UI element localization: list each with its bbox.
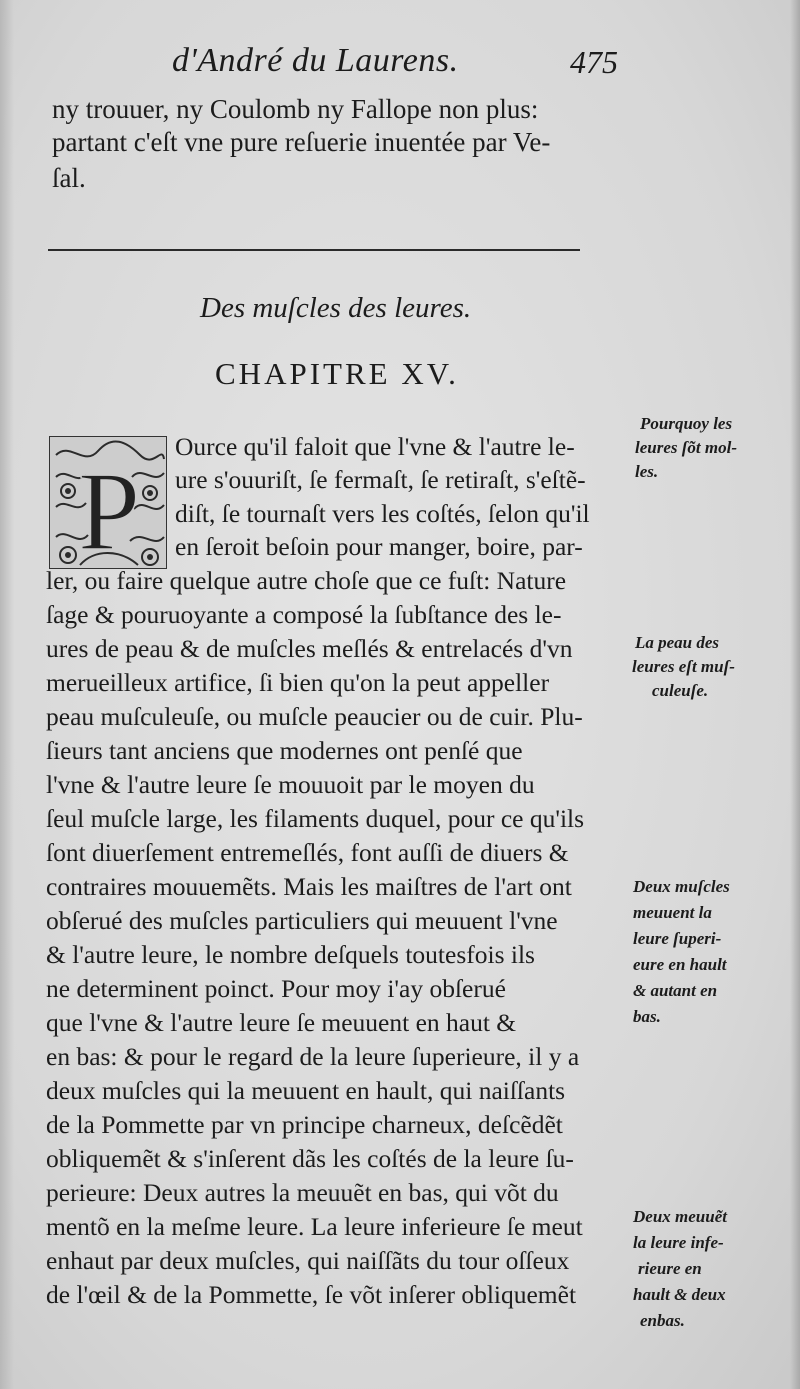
margin-note-line: culeuſe. — [652, 681, 709, 700]
body-text-line: diſt, ſe tournaſt vers les coſtés, ſelon qu'il — [175, 499, 590, 528]
body-text-line: ne determinent poinct. Pour moy i'ay obſerué — [46, 974, 506, 1003]
margin-note-line: Deux muſcles — [633, 877, 730, 896]
body-text-line: ſieurs tant anciens que modernes ont penſé que — [46, 736, 523, 765]
margin-note-line: rieure en — [638, 1259, 702, 1278]
body-text-line: ures de peau & de muſcles meſlés & entrelacés d'vn — [46, 634, 573, 663]
margin-note-line: leures eſt muſ- — [632, 657, 735, 676]
chapter-title: CHAPITRE XV. — [215, 356, 459, 391]
page-number: 475 — [570, 44, 618, 80]
body-text-line: de la Pommette par vn principe charneux, deſcẽdẽt — [46, 1110, 563, 1139]
body-text-line: de l'œil & de la Pommette, ſe võt inſerer obliquemẽt — [46, 1280, 577, 1309]
margin-note-line: meuuent la — [633, 903, 712, 922]
margin-note-line: & autant en — [633, 981, 718, 1000]
margin-note-line: la leure infe- — [633, 1233, 724, 1252]
margin-note-line: les. — [635, 462, 659, 481]
drop-initial-letter: P — [77, 450, 141, 569]
body-text-line: obſerué des muſcles particuliers qui meuuent l'vne — [46, 906, 558, 935]
body-text-line: en ſeroit beſoin pour manger, boire, par- — [175, 532, 583, 561]
body-text-line: deux muſcles qui la meuuent en hault, qui naiſſants — [46, 1076, 566, 1105]
body-text-line: obliquemẽt & s'inſerent dãs les coſtés de la leure ſu- — [46, 1144, 574, 1173]
body-text-line: merueilleux artifice, ſi bien qu'on la peut appeller — [46, 668, 550, 697]
page-edge-shadow-left — [0, 0, 14, 1389]
margin-note-line: Pourquoy les — [640, 414, 733, 433]
margin-note-line: La peau des — [635, 633, 720, 652]
body-text-line: Ource qu'il faloit que l'vne & l'autre le- — [175, 432, 575, 461]
body-text-line: mentõ en la meſme leure. La leure inferieure ſe meut — [46, 1212, 583, 1241]
margin-note-line: enbas. — [640, 1311, 685, 1330]
chapter-subtitle: Des muſcles des leures. — [200, 292, 472, 324]
body-text-line: ſage & pouruoyante a composé la ſubſtance des le- — [46, 600, 562, 629]
continuation-line: ſal. — [52, 163, 86, 193]
margin-note-line: Deux meuuẽt — [633, 1207, 727, 1226]
floral-ornament-icon — [50, 437, 167, 569]
continuation-line: partant c'eſt vne pure reſuerie inuentée par Ve- — [52, 127, 551, 157]
running-title: d'André du Laurens. — [172, 42, 459, 79]
body-text-line: en bas: & pour le regard de la leure ſuperieure, il y a — [46, 1042, 580, 1071]
body-text-line: peau muſculeuſe, ou muſcle peaucier ou de cuir. Plu- — [46, 702, 583, 731]
section-divider-rule — [48, 249, 580, 251]
margin-note-line: leures ſõt mol- — [635, 438, 737, 457]
margin-note-line: hault & deux — [633, 1285, 726, 1304]
body-text-line: ler, ou faire quelque autre choſe que ce fuſt: Nature — [46, 566, 567, 595]
body-text-line: & l'autre leure, le nombre deſquels toutesfois ils — [46, 940, 535, 969]
body-text-line: ſont diuerſement entremeſlés, font auſſi de diuers & — [46, 838, 569, 867]
continuation-line: ny trouuer, ny Coulomb ny Fallope non plus: — [52, 94, 539, 124]
decorated-initial — [49, 436, 167, 569]
body-text-line: contraires mouuemẽts. Mais les maiſtres de l'art ont — [46, 872, 572, 901]
body-text-line: perieure: Deux autres la meuuẽt en bas, qui võt du — [46, 1178, 559, 1207]
body-text-line: ure s'ouuriſt, ſe fermaſt, ſe retiraſt, s'eſtẽ- — [175, 465, 586, 494]
body-text-line: ſeul muſcle large, les filaments duquel, pour ce qu'ils — [46, 804, 585, 833]
body-text-line: que l'vne & l'autre leure ſe meuuent en haut & — [46, 1008, 517, 1037]
body-text-line: l'vne & l'autre leure ſe mouuoit par le moyen du — [46, 770, 535, 799]
margin-note-line: bas. — [633, 1007, 661, 1026]
body-text-line: enhaut par deux muſcles, qui naiſſãts du tour oſſeux — [46, 1246, 570, 1275]
margin-note-line: eure en hault — [633, 955, 727, 974]
margin-note-line: leure ſuperi- — [633, 929, 722, 948]
page-edge-shadow-right — [790, 0, 800, 1389]
